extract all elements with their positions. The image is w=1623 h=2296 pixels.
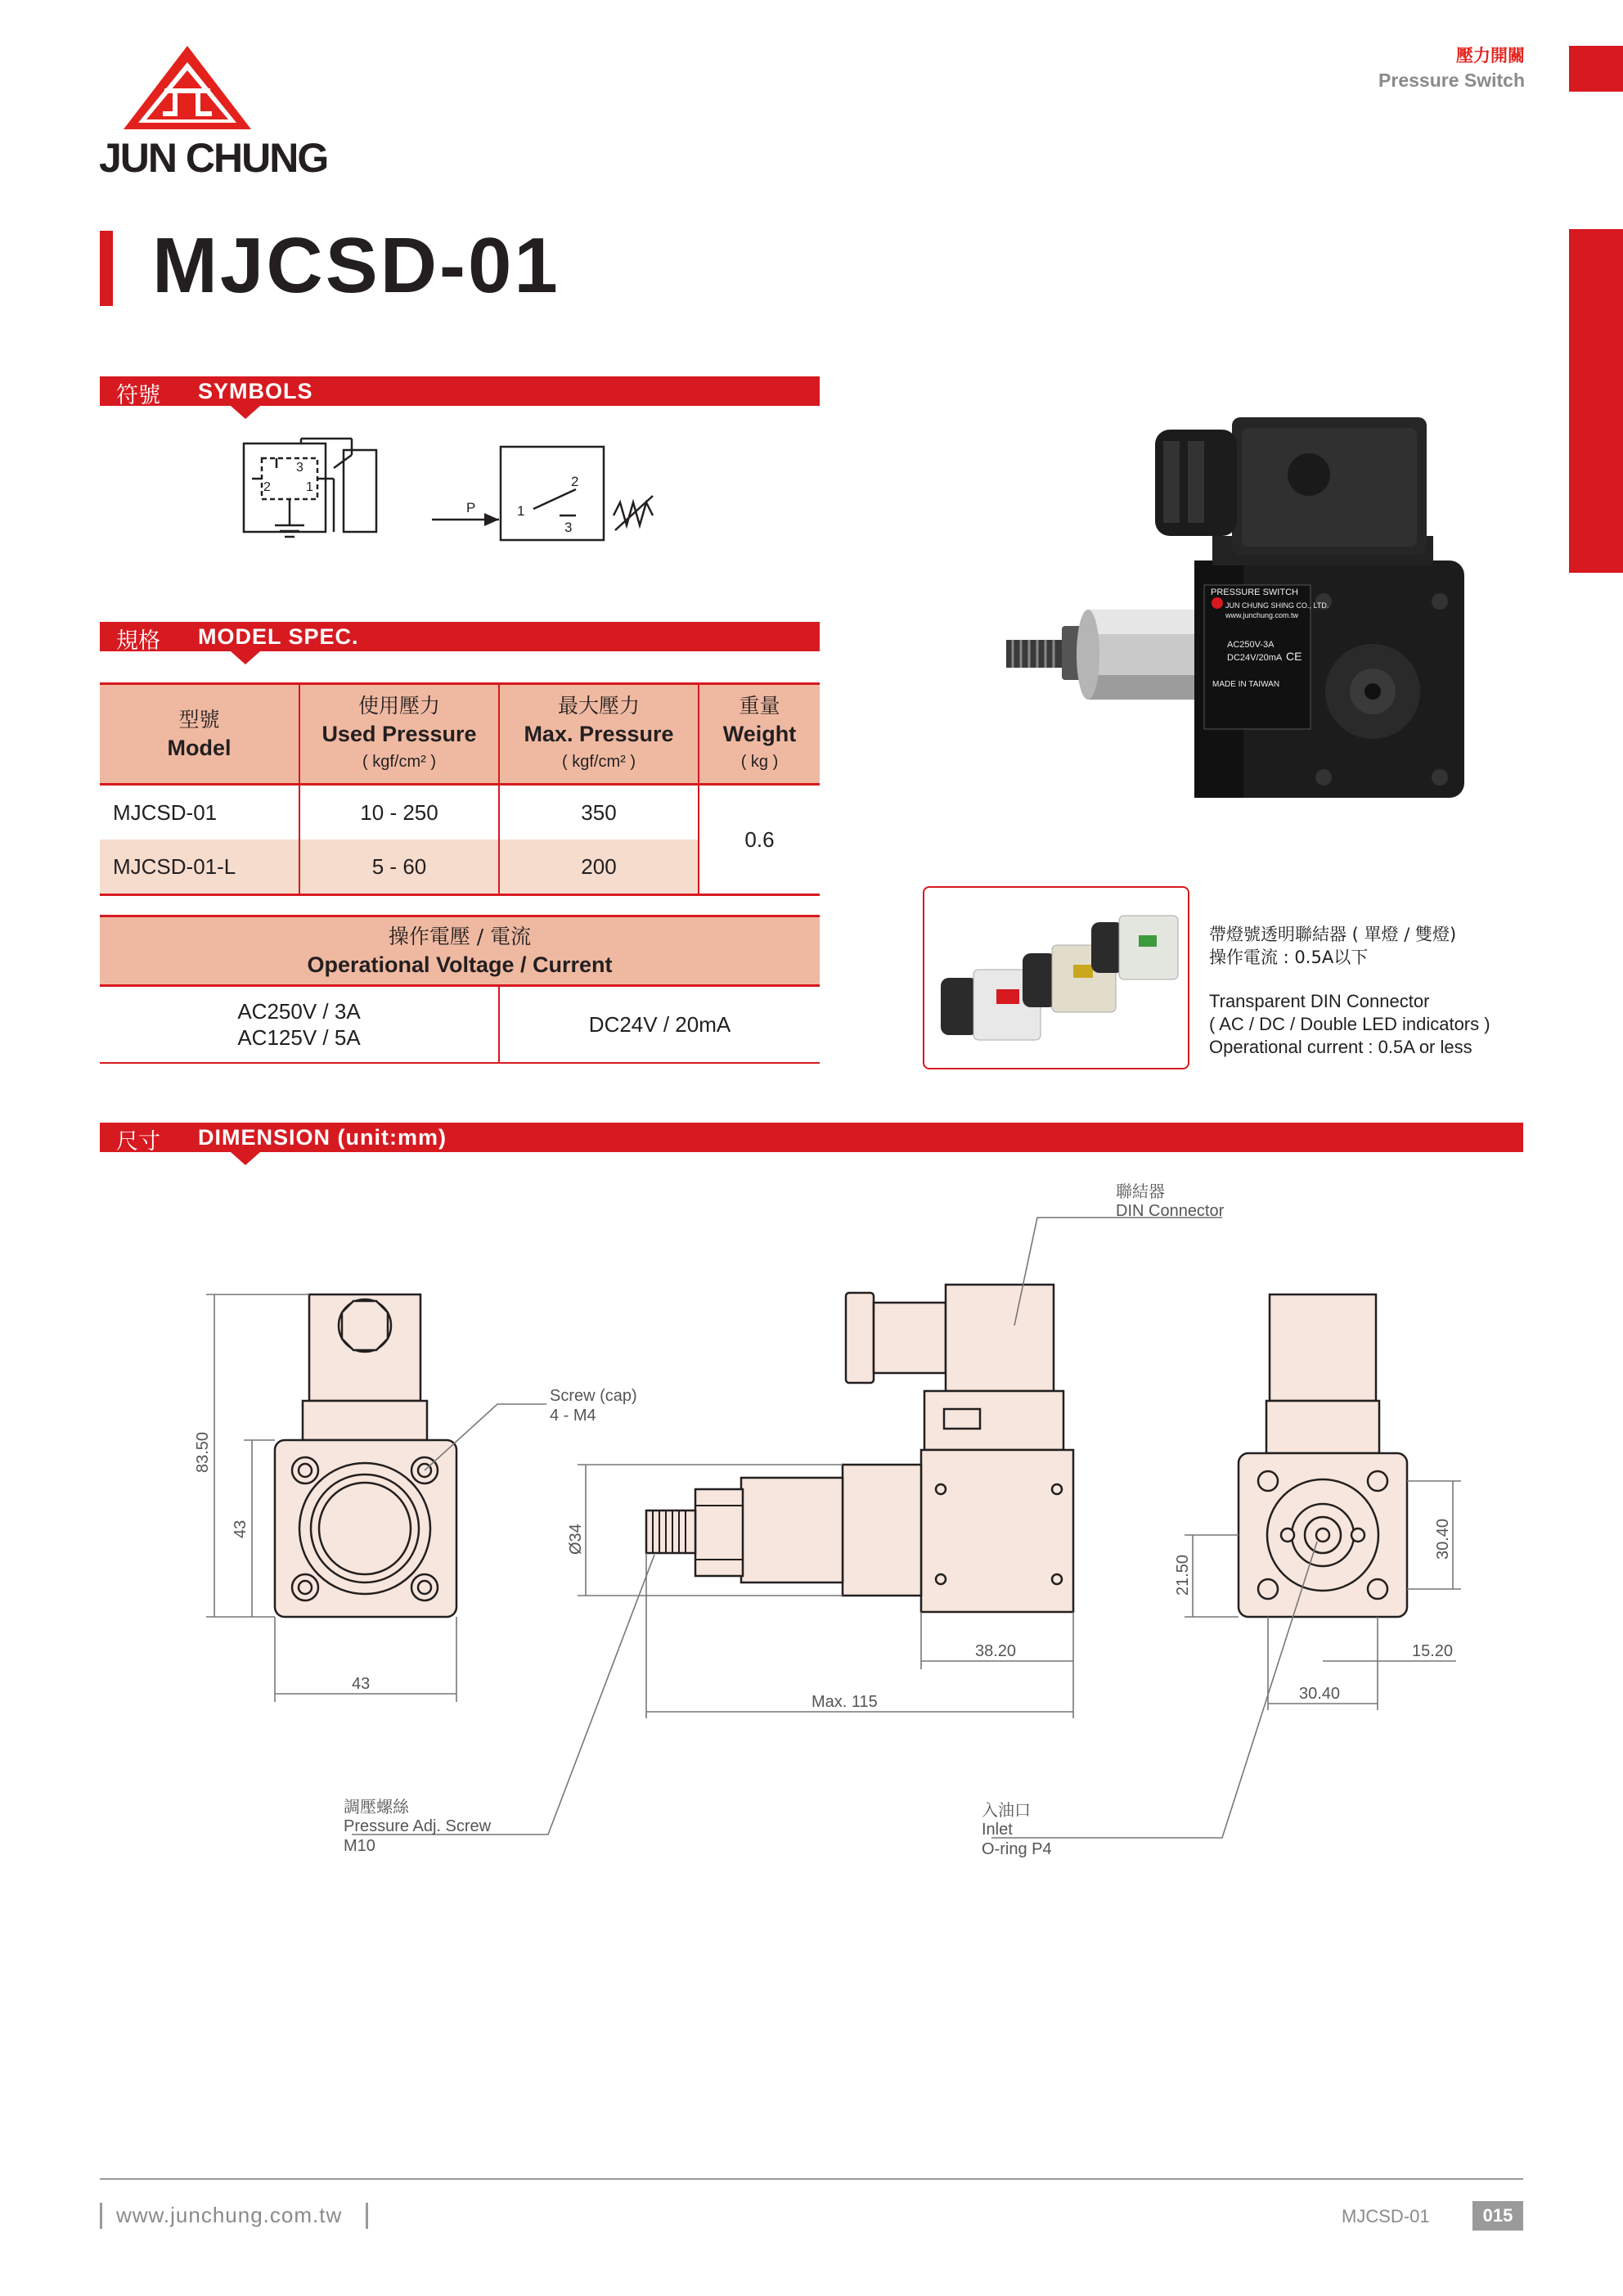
col-header-max-pressure: [499, 684, 699, 785]
connector-green: [1091, 916, 1178, 979]
label-pressure-switch: PRESSURE SWITCH: [1211, 588, 1298, 597]
product-photo: [982, 405, 1472, 814]
left-terminal-1: 1: [306, 480, 313, 494]
edge-section-marker: [1569, 229, 1623, 573]
connector-description: [1209, 923, 1490, 1059]
label-url: www.junchung.com.tw: [1225, 611, 1299, 619]
section-label-zh: 符號: [116, 383, 160, 408]
col-header-en: Weight: [722, 722, 797, 746]
footer-bar-right: [366, 2203, 368, 2229]
label-dc: DC24V/20mA: [1227, 653, 1283, 663]
section-label-en: SYMBOLS: [198, 379, 313, 403]
note-adj-en: Pressure Adj. Screw: [344, 1817, 492, 1835]
note-adj-screw: [344, 1797, 491, 1856]
dim-diameter: Ø34: [567, 1524, 585, 1555]
connector-zh-line2: 操作電流 : 0.5A以下: [1209, 948, 1369, 967]
brand-name: JUN CHUNG: [99, 135, 328, 181]
connector-en-line2: ( AC / DC / Double LED indicators ): [1209, 1014, 1490, 1034]
voltage-header-en: Operational Voltage / Current: [307, 952, 613, 977]
right-terminal-1: 1: [517, 503, 525, 519]
note-inlet-oring: O-ring P4: [982, 1840, 1052, 1858]
category-en: Pressure Switch: [1378, 70, 1525, 91]
note-screw-cap-1: Screw (cap): [550, 1387, 637, 1405]
col-header-zh: 使用壓力: [357, 694, 440, 718]
col-header-zh: 重量: [739, 694, 780, 718]
dim-width-body: 43: [352, 1675, 371, 1693]
table-row: [100, 986, 820, 1064]
dim-height-body: 43: [232, 1519, 250, 1538]
title-accent-bar: [100, 231, 113, 306]
right-terminal-3: 3: [564, 520, 573, 535]
din-connector-photo: [924, 888, 1188, 1068]
dim-height-total: 83.50: [194, 1431, 212, 1473]
hydraulic-symbols: [229, 434, 704, 565]
note-din-connector: [1116, 1182, 1224, 1221]
footer-model: MJCSD-01: [1342, 2206, 1430, 2226]
note-adj-zh: 調壓螺絲: [344, 1797, 409, 1817]
left-terminal-3: 3: [296, 461, 303, 475]
dim-side-vert: 30.40: [1434, 1518, 1452, 1560]
page-number: 015: [1472, 2201, 1523, 2231]
pressure-arrow-icon: [484, 513, 499, 526]
col-header-en: Max. Pressure: [524, 722, 674, 746]
note-inlet: [982, 1800, 1052, 1859]
connector-zh-line1: 帶燈號透明聯結器 ( 單燈 / 雙燈): [1209, 925, 1457, 944]
front-view: [275, 1294, 456, 1617]
label-ac: AC250V-3A: [1227, 640, 1275, 650]
cell-weight: 0.6: [699, 785, 820, 895]
note-din-en: DIN Connector: [1116, 1202, 1225, 1220]
brand-logo: [94, 43, 328, 182]
ce-mark: CE: [1286, 650, 1302, 663]
dim-body-len: 38.20: [975, 1642, 1017, 1660]
category-zh: 壓力開關: [1456, 46, 1525, 65]
col-header-used-pressure: [299, 684, 499, 785]
col-header-zh: 型號: [178, 708, 220, 732]
edge-tab-marker: [1569, 46, 1623, 92]
ac-voltage-1: AC250V / 3A: [237, 999, 361, 1024]
section-notch: [231, 651, 260, 664]
cell-max-pressure: 350: [499, 785, 699, 840]
col-header-zh: 最大壓力: [557, 694, 640, 718]
section-label-zh: 規格: [116, 628, 160, 654]
section-header-symbols: [100, 376, 820, 406]
note-screw-cap-2: 4 - M4: [550, 1407, 596, 1425]
page-title: MJCSD-01: [152, 222, 560, 309]
din-connector: [1155, 417, 1427, 555]
footer-bar-left: [100, 2203, 102, 2229]
jc-triangle-logo-icon: [94, 43, 299, 134]
cell-max-pressure: 200: [499, 840, 699, 895]
connector-en-line3: Operational current : 0.5A or less: [1209, 1037, 1472, 1057]
voltage-header-zh: 操作電壓 / 電流: [388, 925, 532, 948]
voltage-header: [100, 916, 820, 986]
cell-model: MJCSD-01-L: [100, 840, 299, 895]
dim-side-width: 30.40: [1299, 1685, 1341, 1703]
col-header-weight: [699, 684, 820, 785]
cell-model: MJCSD-01: [113, 799, 218, 825]
cell-used-pressure: 10 - 250: [299, 785, 499, 840]
section-label-en: MODEL SPEC.: [198, 624, 359, 649]
voltage-table: [100, 915, 820, 1064]
footer-url[interactable]: www.junchung.com.tw: [116, 2203, 343, 2227]
col-header-en: Model: [167, 736, 232, 760]
section-notch: [231, 406, 260, 419]
table-header-row: [100, 916, 820, 986]
section-label-en: DIMENSION (unit:mm): [198, 1125, 447, 1150]
col-header-model: [100, 684, 299, 785]
dim-max-len: Max. 115: [812, 1693, 878, 1711]
cell-dc-voltage: DC24V / 20mA: [499, 986, 820, 1064]
label-company: JUN CHUNG SHING CO., LTD.: [1225, 601, 1329, 610]
section-header-dimension: [100, 1123, 1523, 1155]
table-row: [100, 785, 820, 840]
col-header-unit: ( kgf/cm² ): [362, 753, 436, 771]
dim-side-height: 21.50: [1174, 1554, 1192, 1596]
dimension-drawings: [0, 1154, 1623, 1907]
col-header-en: Used Pressure: [321, 722, 477, 746]
label-made-in: MADE IN TAIWAN: [1212, 680, 1280, 689]
col-header-unit: ( kgf/cm² ): [562, 753, 636, 771]
side-view: [646, 1285, 1073, 1612]
rear-view: [1239, 1294, 1407, 1617]
cell-ac-voltage: [100, 986, 499, 1064]
note-inlet-en: Inlet: [982, 1821, 1013, 1839]
model-spec-table: [100, 682, 820, 896]
left-terminal-2: 2: [263, 480, 271, 494]
din-connector-photo-frame: [923, 886, 1189, 1069]
right-terminal-2: 2: [571, 474, 579, 489]
table-header-row: [100, 684, 820, 785]
note-adj-size: M10: [344, 1837, 375, 1855]
col-header-unit: ( kg ): [740, 753, 779, 771]
section-header-model-spec: [100, 622, 820, 654]
ac-voltage-2: AC125V / 5A: [237, 1025, 361, 1050]
connector-en-line1: Transparent DIN Connector: [1209, 991, 1430, 1011]
switch-symbol-right: [432, 447, 653, 540]
pressure-port-label: P: [466, 500, 476, 515]
note-screw-cap: [550, 1386, 637, 1425]
footer-divider: [100, 2178, 1523, 2180]
section-label-zh: 尺寸: [116, 1129, 160, 1155]
product-label: [1204, 585, 1329, 729]
cylinder-body: [1077, 610, 1198, 700]
note-inlet-zh: 入油口: [982, 1800, 1031, 1820]
cell-used-pressure: 5 - 60: [299, 840, 499, 895]
note-din-zh: 聯結器: [1116, 1182, 1165, 1201]
dim-side-offset: 15.20: [1412, 1642, 1454, 1660]
